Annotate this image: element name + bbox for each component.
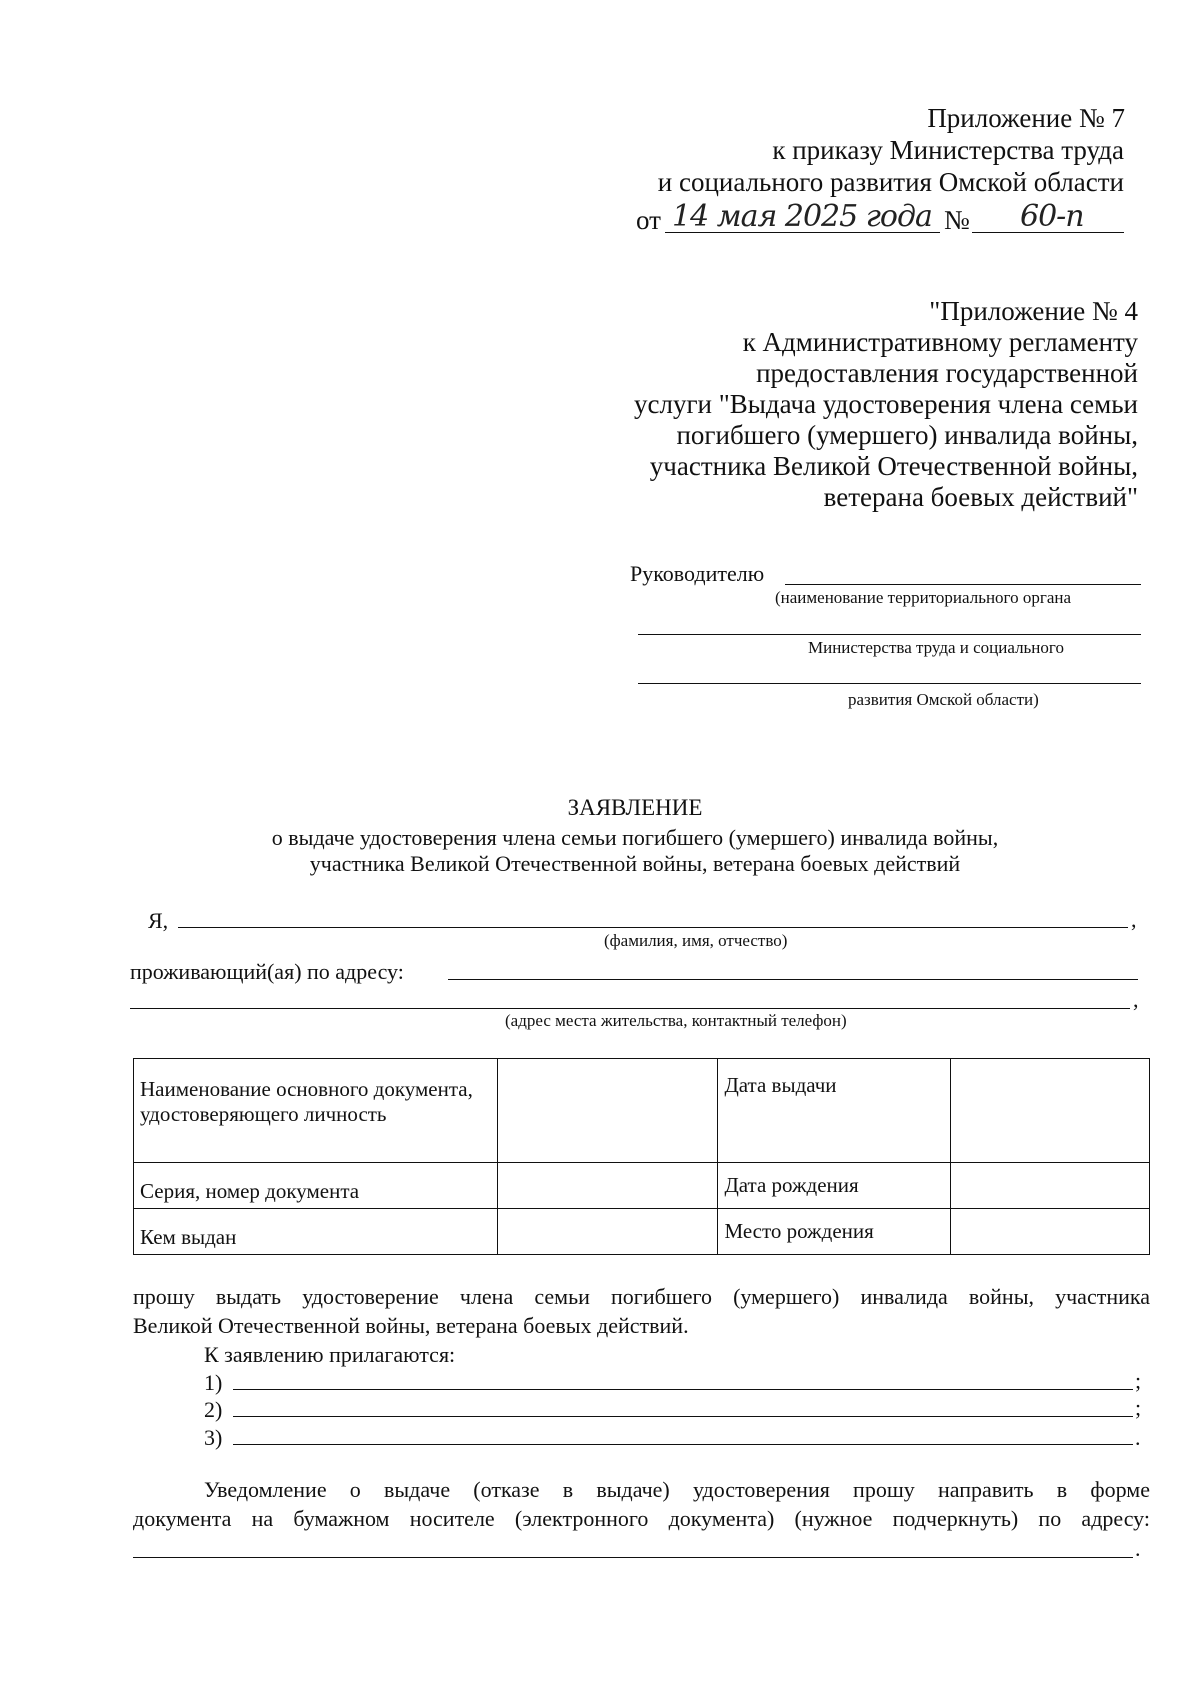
request-paragraph-line-2: Великой Отечественной войны, ветерана боевых действий.	[133, 1313, 689, 1338]
appendix7-ministry-line: и социального развития Омской области	[657, 167, 1124, 197]
applicant-name-caption: (фамилия, имя, отчество)	[604, 931, 788, 950]
table-cell-label: Серия, номер документа	[134, 1163, 498, 1209]
handwritten-number: 60-п	[1020, 199, 1084, 234]
appendix7-date-prefix: от	[636, 205, 661, 235]
appendix4-block	[634, 296, 1138, 513]
table-cell-value[interactable]	[497, 1163, 718, 1209]
notification-line-2: документа на бумажном носителе (электронного документа) (нужное подчеркнуть) по адресу:	[133, 1506, 1150, 1531]
notification-address-line[interactable]	[133, 1557, 1133, 1558]
statement-subtitle-1: о выдаче удостоверения члена семьи погибшего (умершего) инвалида войны,	[271, 825, 999, 850]
address-line-1	[448, 979, 1138, 980]
addressee-caption-1: (наименование территориального органа	[775, 588, 1072, 607]
table-cell-value[interactable]	[951, 1163, 1150, 1209]
table-row	[134, 1209, 1150, 1255]
table-cell-value[interactable]	[497, 1209, 718, 1255]
addressee-line-3	[638, 683, 1141, 684]
attachment-number: 3)	[204, 1425, 223, 1450]
table-cell-value[interactable]	[497, 1059, 718, 1163]
appendix4-line: "Приложение № 4	[929, 296, 1138, 326]
table-cell-label: Дата рождения	[718, 1163, 951, 1209]
id-document-table	[133, 1058, 1150, 1255]
table-cell-label: Место рождения	[718, 1209, 951, 1255]
attachment-number: 2)	[204, 1397, 223, 1422]
appendix4-line: услуги "Выдача удостоверения члена семьи	[634, 389, 1138, 419]
table-cell-label: Кем выдан	[134, 1209, 498, 1255]
applicant-name-line	[178, 927, 1128, 928]
request-paragraph-line-1: прошу выдать удостоверение члена семьи погибшего (умершего) инвалида войны, участника	[133, 1284, 1150, 1309]
table-row	[134, 1163, 1150, 1209]
attachment-line[interactable]	[233, 1389, 1133, 1390]
notification-end: .	[1135, 1536, 1141, 1561]
appendix4-line: участника Великой Отечественной войны,	[649, 451, 1138, 481]
table-cell-label: Наименование основного документа, удостоверяющего личность	[134, 1059, 498, 1163]
appendix7-number-sign: №	[944, 205, 970, 235]
addressee-line-2	[638, 634, 1141, 635]
appendix7-order-line: к приказу Министерства труда	[772, 135, 1124, 165]
addressee-line-1	[785, 584, 1141, 585]
statement-title: ЗАЯВЛЕНИЕ	[567, 795, 703, 820]
attachment-line[interactable]	[233, 1416, 1133, 1417]
table-cell-value[interactable]	[951, 1209, 1150, 1255]
applicant-name-comma: ,	[1131, 907, 1137, 932]
appendix4-line: ветерана боевых действий"	[823, 482, 1138, 512]
attachment-number: 1)	[204, 1370, 223, 1395]
addressee-caption-2: Министерства труда и социального	[808, 638, 1064, 657]
attachment-line[interactable]	[233, 1444, 1133, 1445]
attachments-label: К заявлению прилагаются:	[204, 1342, 456, 1367]
address-line-2	[130, 1008, 1130, 1009]
addressee-caption-3: развития Омской области)	[848, 690, 1039, 709]
address-comma: ,	[1133, 987, 1139, 1012]
attachment-end: .	[1135, 1425, 1141, 1450]
table-row	[134, 1059, 1150, 1163]
notification-line-1: Уведомление о выдаче (отказе в выдаче) удостоверения прошу направить в форме	[204, 1477, 1150, 1502]
attachment-end: ;	[1135, 1368, 1142, 1393]
appendix4-line: предоставления государственной	[756, 358, 1138, 388]
table-cell-label: Дата выдачи	[718, 1059, 951, 1163]
appendix7-title: Приложение № 7	[927, 103, 1125, 133]
attachment-end: ;	[1135, 1395, 1142, 1420]
addressee-label: Руководителю	[630, 561, 765, 586]
address-caption: (адрес места жительства, контактный телефон)	[505, 1011, 847, 1030]
table-cell-value[interactable]	[951, 1059, 1150, 1163]
statement-subtitle-2: участника Великой Отечественной войны, ветерана боевых действий	[309, 851, 961, 876]
appendix4-line: к Административному регламенту	[742, 327, 1138, 357]
appendix4-line: погибшего (умершего) инвалида войны,	[676, 420, 1138, 450]
address-label: проживающий(ая) по адресу:	[130, 959, 404, 984]
handwritten-date: 14 мая 2025 года	[672, 199, 932, 234]
applicant-i-label: Я,	[148, 908, 169, 933]
